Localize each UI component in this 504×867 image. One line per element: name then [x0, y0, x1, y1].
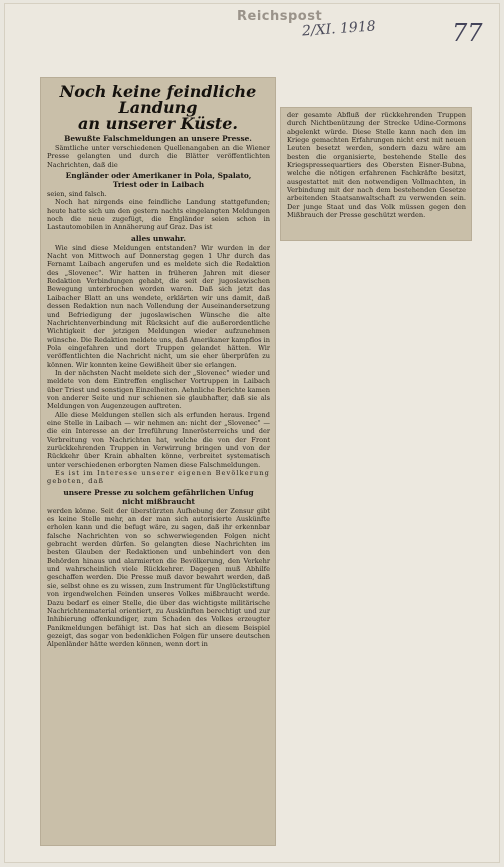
handwritten-page-number: 77: [452, 19, 483, 47]
paragraph-8: werden könne. Seit der überstürzten Aufhebung der Zensur gibt es keine Stelle mehr, an der man sich autorisierte Auskünfte erholen kann und die befugt wäre, zu sagen, daß ihr erkennbar falsche Nachrichten von so schwerwiegenden Folgen nicht gebracht werden dürfen. So gelangten diese Nachrichten im besten Glauben der Redaktionen und unbehindert von den Behörden hinaus und alarmierten die Bevölkerung, den Verkehr und wahrscheinlich viele Rückkehrer. Dagegen muß Abhilfe geschaffen werden. Die Presse muß davor bewahrt werden, daß sie, selbst ohne es zu wissen, zum Instrument für Unglückstiftung von irgendwelchen Feinden unseres Volkes mißbraucht werde. Dazu bedarf es einer Stelle, die über das wichtigste militärische Nachrichtenmaterial orientiert, zu Auskünften berechtigt und zur Inhibierung offenkundiger, zum Schaden des Volkes erzeugter Panikmeldungen befähigt ist. Das hat sich an diesem Beispiel gezeigt, das sogar von bedenklichen Folgen für unsere deutschen Alpenländer hätte werden können, wenn dort in: [47, 506, 270, 649]
handwritten-date: 2/XI. 1918: [301, 18, 377, 40]
clipping-right-column: [281, 108, 471, 240]
article-headline: [49, 84, 267, 132]
paragraph-4: Wie sind diese Meldungen entstanden? Wir wurden in der Nacht von Mittwoch auf Donnerstag gegen 1 Uhr durch das Fernamt Laibach angerufen und es meldete sich die Redaktion des „Slovenec". Wir hatten in früheren Jahren mit dieser Redaktion Verbindungen gehabt, die seit der jugoslawischen Bewegung unterbrochen worden waren. Daß sich jetzt das Laibacher Blatt an uns wendete, erklärten wir uns damit, daß dessen Redaktion nun nach Vollendung der Auseinandersetzung und Befriedigung der jugoslawischen Wünsche die alte Nachrichtenverbindung mit Rücksicht auf die außerordentliche Wichtigkeit der jetzigen Meldungen wieder aufzunehmen wünsche. Die Redaktion meldete uns, daß Amerikaner kampflos in Pola eingefahren und dort Truppen gelandet hätten. Wir veröffentlichten die Nachricht nicht, um sie eher überprüfen zu können. Wir konnten keine Gewißheit über sie erlangen.: [47, 243, 270, 369]
article-body-right: [287, 111, 466, 219]
article-body-left: [47, 144, 270, 649]
paragraph-5: In der nächsten Nacht meldete sich der „Slovenec" wieder und meldete von dem Eintreffen englischer Vortruppen in Laibach über Triest und sonstigen Einzelheiten. Aehnliche Berichte kamen von anderer Seite und nur schienen sie glaubhafter, daß sie als Meldungen von Augenzeugen auftreten.: [47, 368, 270, 411]
subheading-2: Engländer oder Amerikaner in Pola, Spalato, Triest oder in Laibach: [65, 171, 252, 190]
newspaper-stamp: Reichspost: [237, 9, 323, 24]
paragraph-1: Sämtliche unter verschiedenen Quellenangaben an die Wiener Presse gelangten und durch die Blätter veröffentlichten Nachrichten, daß die: [47, 144, 270, 169]
paragraph-2: seien, sind falsch.: [47, 190, 107, 199]
subheading-3: alles unwahr.: [131, 233, 186, 243]
headline-line-1: Noch keine feindliche Landung: [59, 82, 257, 117]
headline-line-2: an unserer Küste.: [78, 114, 238, 133]
subheading-1: Bewußte Falschmeldungen an unsere Presse.: [64, 134, 252, 143]
subheading-4: unsere Presse zu solchem gefährlichen Unfug nicht mißbraucht: [63, 487, 254, 506]
paragraph-3: Noch hat nirgends eine feindliche Landung stattgefunden; heute hatte sich um den gestern nachts eingelangten Meldungen noch die neue zugefügt, die Engländer seien schon in Lastautomobilen in Annäherung auf Graz. Das ist: [47, 198, 270, 232]
paragraph-9: der gesamte Abfluß der rückkehrenden Truppen durch Nichtbenützung der Strecke Udine-Cormons abgelenkt würde. Diese Stelle kann nach den im Kriege gemachten Erfahrungen nicht erst mit neuen Leuten besetzt werden, sondern dazu wäre am besten die organisierte, bestehende Stelle des Kriegspressequartiers des Obersten Eisner-Bubna, welche die nötigen erfahrenen Fachkräfte besitzt, ausgestattet mit den notwendigen Vollmachten, in Verbindung mit der nach dem bestehenden Gesetze arbeitenden Staatsanwaltschaft zu verwenden sein. Der junge Staat und das Volk müssen gegen den Mißbrauch der Presse geschützt werden.: [287, 111, 466, 220]
paragraph-6: Alle diese Meldungen stellen sich als erfunden heraus. Irgend eine Stelle in Laibach — wir nehmen an: nicht der „Slovenec" — die ein Interesse an der Irreführung Innerösterreichs und der Verbreitung von Nachrichten hat, welche die von der Front zurückkehrenden Truppen in Verwirrung bringen und von der Rückkehr über Krain abhalten könne, verbreitet systematisch unter verschiedenen erborgten Namen diese Falschmeldungen.: [47, 410, 270, 469]
paragraph-7: Es ist im Interesse unserer eigenen Bevölkerung geboten, daß: [47, 469, 270, 486]
clipping-left-column: [41, 78, 275, 845]
